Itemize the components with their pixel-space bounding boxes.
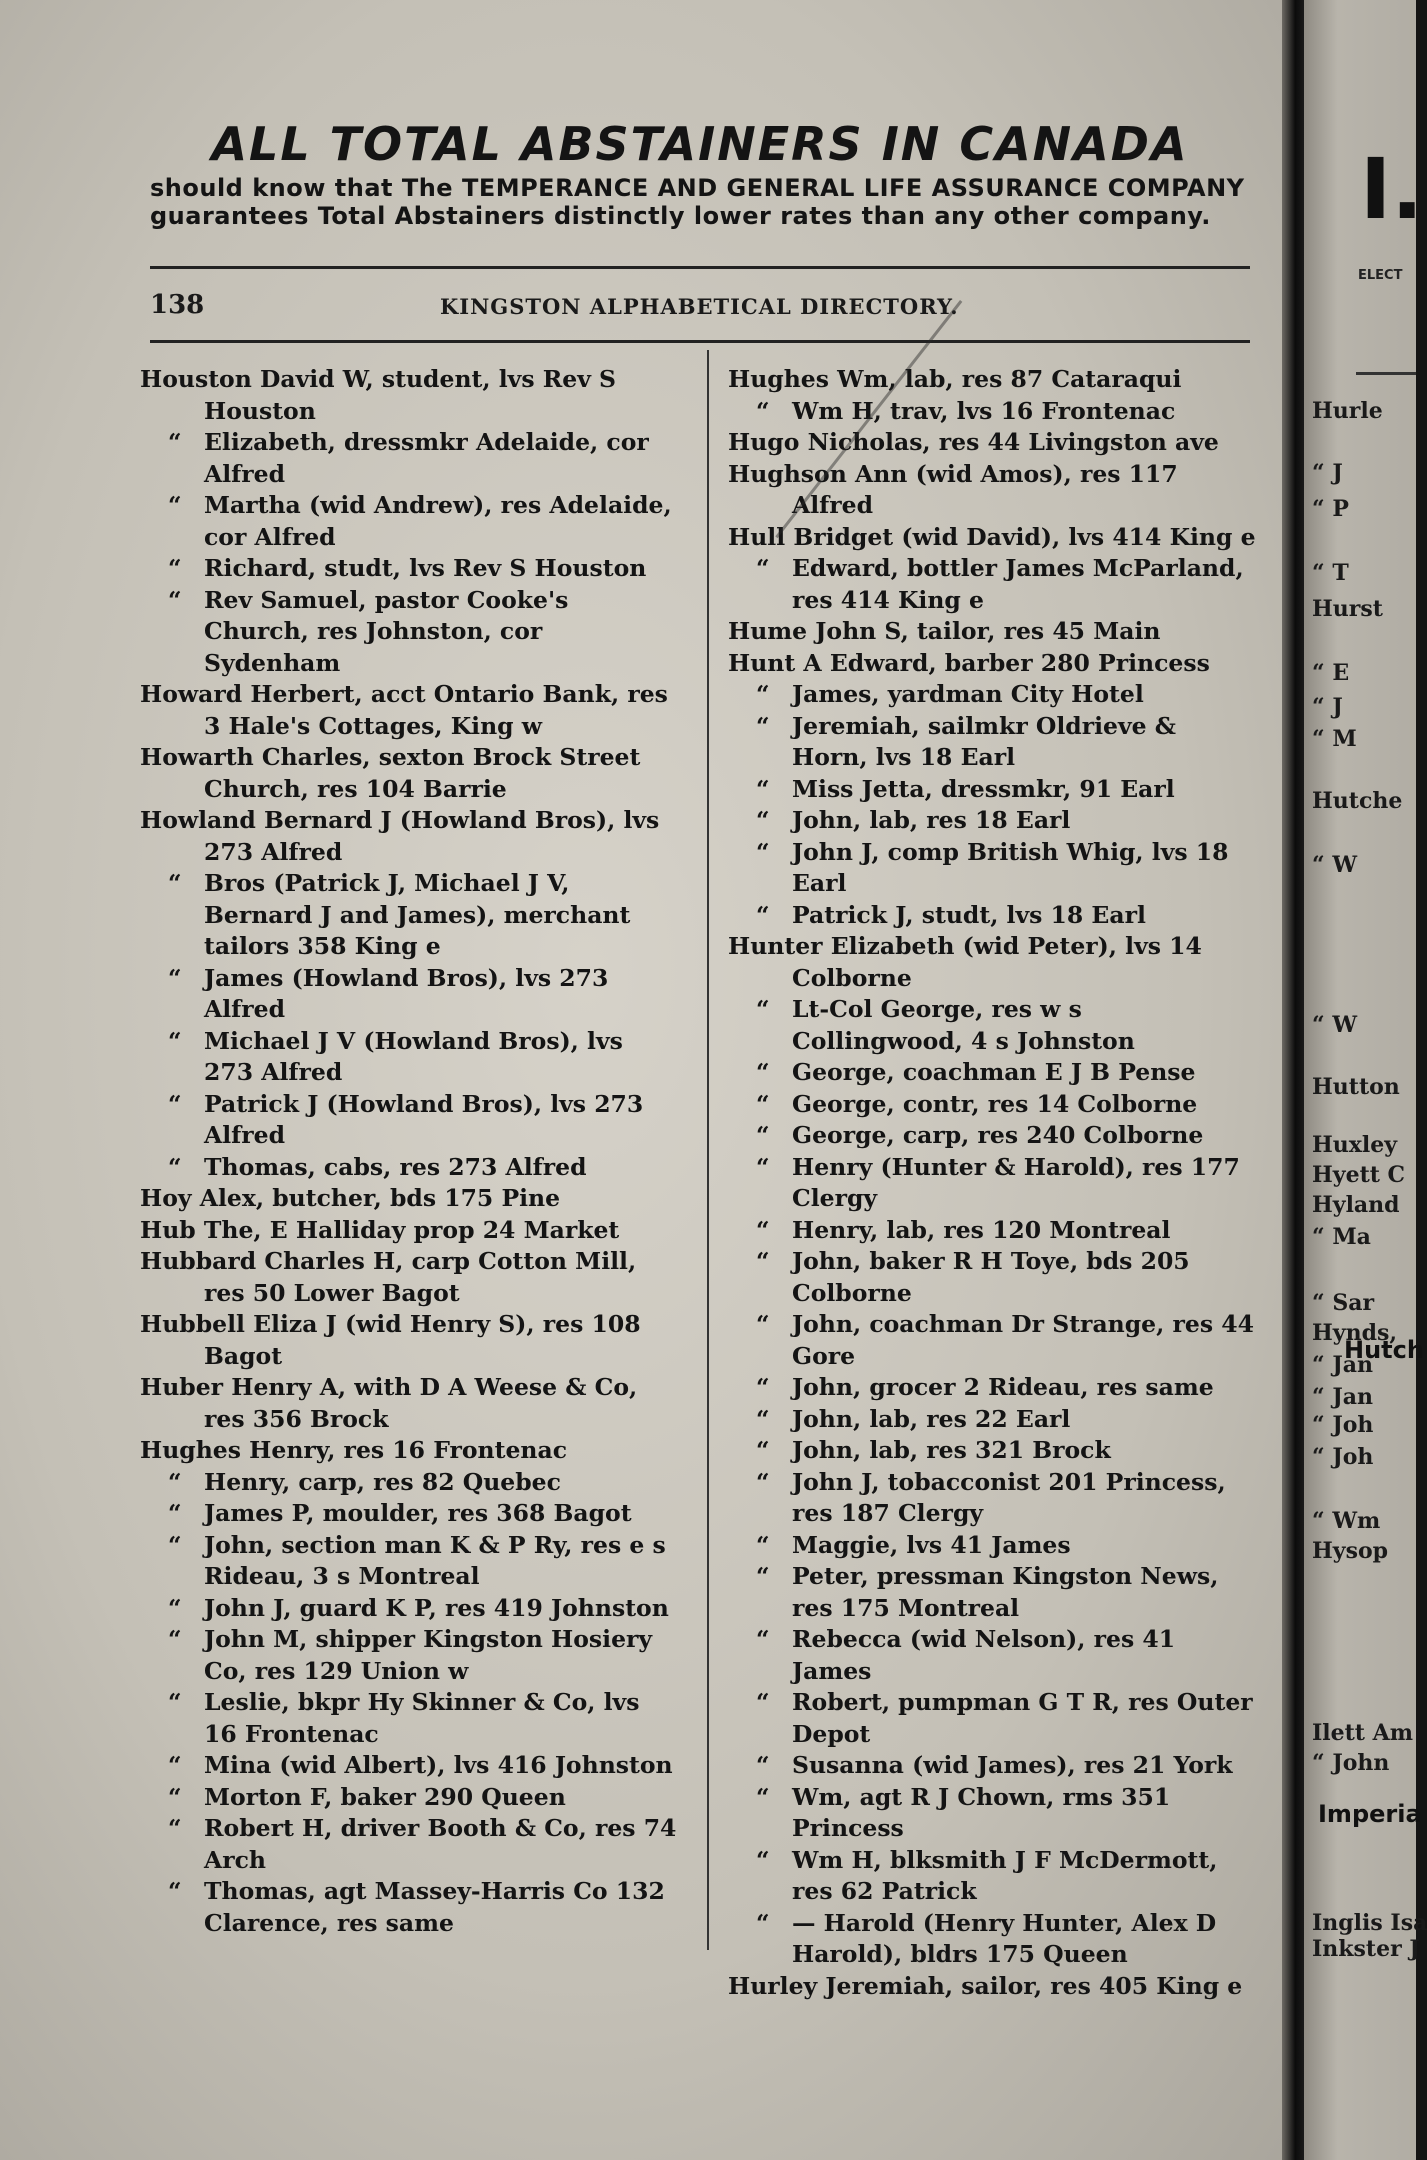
adjacent-page-edge [1304,0,1427,2160]
directory-entry: “ Miss Jetta, dressmkr, 91 Earl [728,774,1256,806]
directory-entry: “ Thomas, agt Massey-Harris Co 132 Clarence, res same [140,1876,680,1939]
running-head: KINGSTON ALPHABETICAL DIRECTORY. [440,294,959,319]
adjacent-fragment: Hyland [1312,1192,1400,1218]
directory-entry: Houston David W, student, lvs Rev S Houston [140,365,617,425]
directory-entry: Hughes Wm, lab, res 87 Cataraqui [728,365,1182,393]
directory-entry: “ James (Howland Bros), lvs 273 Alfred [140,963,680,1026]
adjacent-fragment: “ Joh [1312,1444,1374,1470]
left-column [140,364,680,1939]
directory-entry: “ Lt-Col George, res w s Collingwood, 4 s Johnston [728,994,1256,1057]
directory-entry: “ Edward, bottler James McParland, res 414 King e [728,553,1256,616]
directory-entry: “ Elizabeth, dressmkr Adelaide, cor Alfred [140,427,680,490]
directory-entry: “ Wm H, trav, lvs 16 Frontenac [728,396,1256,428]
directory-entry: “ John, section man K & P Ry, res e s Rideau, 3 s Montreal [140,1530,680,1593]
directory-entry: “ John, lab, res 321 Brock [728,1435,1256,1467]
adjacent-fragment: Hyett C [1312,1162,1406,1188]
adjacent-fragment: Hutton [1312,1074,1400,1100]
directory-entry: “ Susanna (wid James), res 21 York [728,1750,1256,1782]
adjacent-fragment: Hutche [1312,788,1403,814]
advert-title: ALL TOTAL ABSTAINERS IN CANADA [211,117,1189,171]
directory-entry: “ John J, comp British Whig, lvs 18 Earl [728,837,1256,900]
directory-entry: “ Martha (wid Andrew), res Adelaide, cor Alfred [140,490,680,553]
directory-entry: “ Rev Samuel, pastor Cooke's Church, res Johnston, cor Sydenham [140,585,680,680]
directory-entry: “ John, coachman Dr Strange, res 44 Gore [728,1309,1256,1372]
adjacent-imperial-label: Imperia [1318,1800,1422,1828]
adjacent-fragment: Hynds, [1312,1320,1397,1346]
adjacent-fragment: “ Wm [1312,1508,1381,1534]
directory-entry: “ Maggie, lvs 41 James [728,1530,1256,1562]
directory-entry: Howard Herbert, acct Ontario Bank, res 3 Hale's Cottages, King w [140,680,668,740]
directory-entry: “ Patrick J (Howland Bros), lvs 273 Alfred [140,1089,680,1152]
adjacent-fragment: “ J [1312,460,1343,486]
directory-entry: “ John M, shipper Kingston Hosiery Co, res 129 Union w [140,1624,680,1687]
directory-entry: “ John, lab, res 22 Earl [728,1404,1256,1436]
directory-entry: “ Robert, pumpman G T R, res Outer Depot [728,1687,1256,1750]
adjacent-hutch-label: Hutch [1344,1336,1424,1364]
page-number: 138 [150,290,205,320]
directory-entry: “ John, lab, res 18 Earl [728,805,1256,837]
directory-entry: Hubbard Charles H, carp Cotton Mill, res 50 Lower Bagot [140,1247,637,1307]
directory-entry: “ John J, tobacconist 201 Princess, res 187 Clergy [728,1467,1256,1530]
directory-entry: Huber Henry A, with D A Weese & Co, res 356 Brock [140,1373,638,1433]
adjacent-fragment: “ W [1312,1012,1358,1038]
directory-entry: Hughson Ann (wid Amos), res 117 Alfred [728,459,1178,519]
adjacent-fragment: “ John [1312,1750,1390,1776]
adjacent-fragment: Ilett Am [1312,1720,1413,1746]
temperance-advertisement [150,118,1250,230]
directory-entry: “ Richard, studt, lvs Rev S Houston [140,553,680,585]
top-rule [150,266,1250,269]
column-divider [707,350,709,1950]
directory-entry: “ James, yardman City Hotel [728,679,1256,711]
adjacent-fragment: “ Ma [1312,1224,1371,1250]
directory-entry: Hunt A Edward, barber 280 Princess [728,648,1210,677]
directory-entry: Hurley Jeremiah, sailor, res 405 King e [728,1971,1243,2000]
directory-entry: “ Patrick J, studt, lvs 18 Earl [728,900,1256,932]
directory-entry: Howland Bernard J (Howland Bros), lvs 273 Alfred [140,806,660,866]
directory-entry: Howarth Charles, sexton Brock Street Church, res 104 Barrie [140,743,641,803]
directory-entry: “ John, grocer 2 Rideau, res same [728,1372,1256,1404]
directory-entry: “ Jeremiah, sailmkr Oldrieve & Horn, lvs 18 Earl [728,711,1256,774]
adjacent-fragment: “ P [1312,496,1349,522]
directory-entry: “ George, coachman E J B Pense [728,1057,1256,1089]
adjacent-fragment: Hurle [1312,398,1383,424]
directory-entry: “ — Harold (Henry Hunter, Alex D Harold), bldrs 175 Queen [728,1908,1256,1971]
directory-entry: “ John J, guard K P, res 419 Johnston [140,1593,680,1625]
directory-entry: “ Rebecca (wid Nelson), res 41 James [728,1624,1256,1687]
adjacent-fragment: “ Joh [1312,1412,1374,1438]
adjacent-fragment: “ T [1312,560,1349,586]
page-header [150,290,1250,326]
directory-entry: “ Michael J V (Howland Bros), lvs 273 Alfred [140,1026,680,1089]
directory-entry: “ Henry, lab, res 120 Montreal [728,1215,1256,1247]
directory-entry: Hughes Henry, res 16 Frontenac [140,1436,568,1464]
directory-entry: Hume John S, tailor, res 45 Main [728,617,1161,645]
directory-entry: Hugo Nicholas, res 44 Livingston ave [728,428,1219,456]
directory-entry: Hunter Elizabeth (wid Peter), lvs 14 Colborne [728,932,1202,992]
directory-entry: Hoy Alex, butcher, bds 175 Pine [140,1184,561,1212]
directory-entry: Hull Bridget (wid David), lvs 414 King e [728,522,1256,551]
directory-entry: “ Wm, agt R J Chown, rms 351 Princess [728,1782,1256,1845]
directory-entry: “ George, carp, res 240 Colborne [728,1120,1256,1152]
directory-entry: “ Wm H, blksmith J F McDermott, res 62 Patrick [728,1845,1256,1908]
directory-entry: “ Robert H, driver Booth & Co, res 74 Arch [140,1813,680,1876]
adjacent-fragment: “ Jan [1312,1384,1373,1410]
adjacent-fragment: Inglis Isa [1312,1910,1427,1936]
adjacent-small-heading: ELECT [1358,268,1403,283]
directory-entry: “ John, baker R H Toye, bds 205 Colborne [728,1246,1256,1309]
directory-entry: “ Mina (wid Albert), lvs 416 Johnston [140,1750,680,1782]
adjacent-fragment: “ W [1312,852,1358,878]
directory-entry: “ Peter, pressman Kingston News, res 175 Montreal [728,1561,1256,1624]
right-column [728,364,1256,2002]
book-gutter [1282,0,1304,2160]
directory-entry: “ Leslie, bkpr Hy Skinner & Co, lvs 16 Frontenac [140,1687,680,1750]
directory-entry: “ Thomas, cabs, res 273 Alfred [140,1152,680,1184]
directory-entry: “ Bros (Patrick J, Michael J V, Bernard J and James), merchant tailors 358 King e [140,868,680,963]
adjacent-rule [1356,372,1416,375]
directory-entry: “ Morton F, baker 290 Queen [140,1782,680,1814]
adjacent-fragment: Hysop [1312,1538,1389,1564]
directory-entry: “ Henry, carp, res 82 Quebec [140,1467,680,1499]
directory-entry: Hubbell Eliza J (wid Henry S), res 108 Bagot [140,1310,641,1370]
adjacent-fragment: Inkster J [1312,1936,1420,1962]
advert-text: should know that The TEMPERANCE AND GENERAL LIFE ASSURANCE COMPANY guarantees Total Abstainers distinctly lower rates than any other company. [150,174,1245,230]
directory-entry: “ Henry (Hunter & Harold), res 177 Clergy [728,1152,1256,1215]
header-rule [150,340,1250,343]
directory-entry: “ James P, moulder, res 368 Bagot [140,1498,680,1530]
adjacent-fragment: Hurst [1312,596,1383,622]
directory-entry: “ George, contr, res 14 Colborne [728,1089,1256,1121]
adjacent-fragment: “ J [1312,694,1343,720]
adjacent-fragment: Huxley [1312,1132,1398,1158]
adjacent-fragment: “ E [1312,660,1350,686]
adjacent-fragment: “ Sar [1312,1290,1375,1316]
directory-entry: Hub The, E Halliday prop 24 Market [140,1215,620,1244]
adjacent-fragment: “ Jan [1312,1352,1373,1378]
adjacent-fragment: “ M [1312,726,1357,752]
adjacent-big-letter: I. [1360,140,1424,238]
